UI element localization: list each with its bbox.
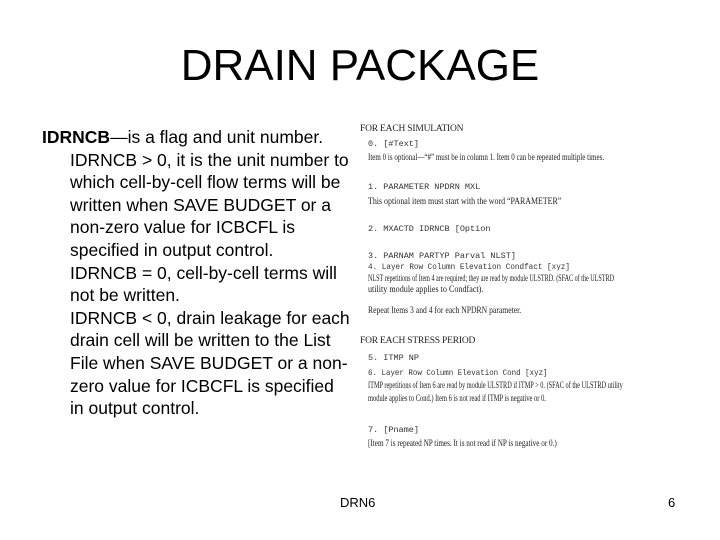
page-number: 6 (668, 495, 676, 510)
slide-title: DRAIN PACKAGE (180, 41, 540, 90)
term-definition (42, 126, 352, 149)
scan-line-item-5: 5. ITMP NP (368, 353, 420, 363)
condition-negative: IDRNCB < 0, drain leakage for each drain cell will be written to the List File when SAVE BUDGET or a non-zero value for ICBCFL is specified in output control. (70, 307, 350, 419)
scan-line-repeat-note: Repeat Items 3 and 4 for each NPDRN parameter. (368, 305, 522, 315)
scan-line-item-1: 1. PARAMETER NPDRN MXL (368, 182, 481, 192)
scan-line-for-each-stress-period: FOR EACH STRESS PERIOD (360, 336, 476, 346)
scan-line-item-2: 2. MXACTD IDRNCB [Option (368, 224, 491, 234)
scan-line-for-each-simulation: FOR EACH SIMULATION (360, 124, 464, 134)
term-name: IDRNCB (42, 127, 111, 147)
scanned-input-instructions (356, 122, 656, 457)
slide-body (42, 126, 352, 420)
scan-line-item-4-note-1: NLST repetitions of Item 4 are required; they are read by module ULSTRD. (SFAC of the ULSTRD (368, 273, 615, 283)
scan-line-item-0-note: Item 0 is optional—“#” must be in column 1. Item 0 can be repeated multiple times. (368, 152, 605, 162)
footer-label: DRN6 (340, 495, 376, 510)
condition-positive: IDRNCB > 0, it is the unit number to which cell-by-cell flow terms will be written when SAVE BUDGET or a non-zero value for ICBCFL is specified in output control. (70, 149, 349, 260)
scan-line-item-4: 4. Layer Row Column Elevation Condfact [xyz] (368, 262, 570, 272)
scan-line-item-4-note-2: utility module applies to Condfact). (368, 284, 484, 294)
scan-line-item-6-note-2: module applies to Cond.) Item 6 is not read if ITMP is negative or 0. (368, 393, 546, 403)
scan-line-item-6-note-1: ITMP repetitions of Item 6 are read by module ULSTRD if ITMP > 0. (SFAC of the ULSTRD utility (368, 380, 623, 390)
condition-zero: IDRNCB = 0, cell-by-cell terms will not be written. (70, 262, 337, 306)
scan-line-item-1-note: This optional item must start with the word “PARAMETER” (368, 196, 562, 206)
scan-line-item-0: 0. [#Text] (368, 139, 420, 149)
scan-line-item-7-note: [Item 7 is repeated NP times. It is not read if NP is negative or 0.) (368, 438, 557, 448)
scan-line-item-6: 6. Layer Row Column Elevation Cond [xyz] (368, 368, 548, 378)
scan-line-item-7: 7. [Pname] (368, 425, 420, 435)
scan-line-item-3: 3. PARNAM PARTYP Parval NLST] (368, 251, 516, 261)
term-description: —is a flag and unit number. (110, 127, 324, 147)
